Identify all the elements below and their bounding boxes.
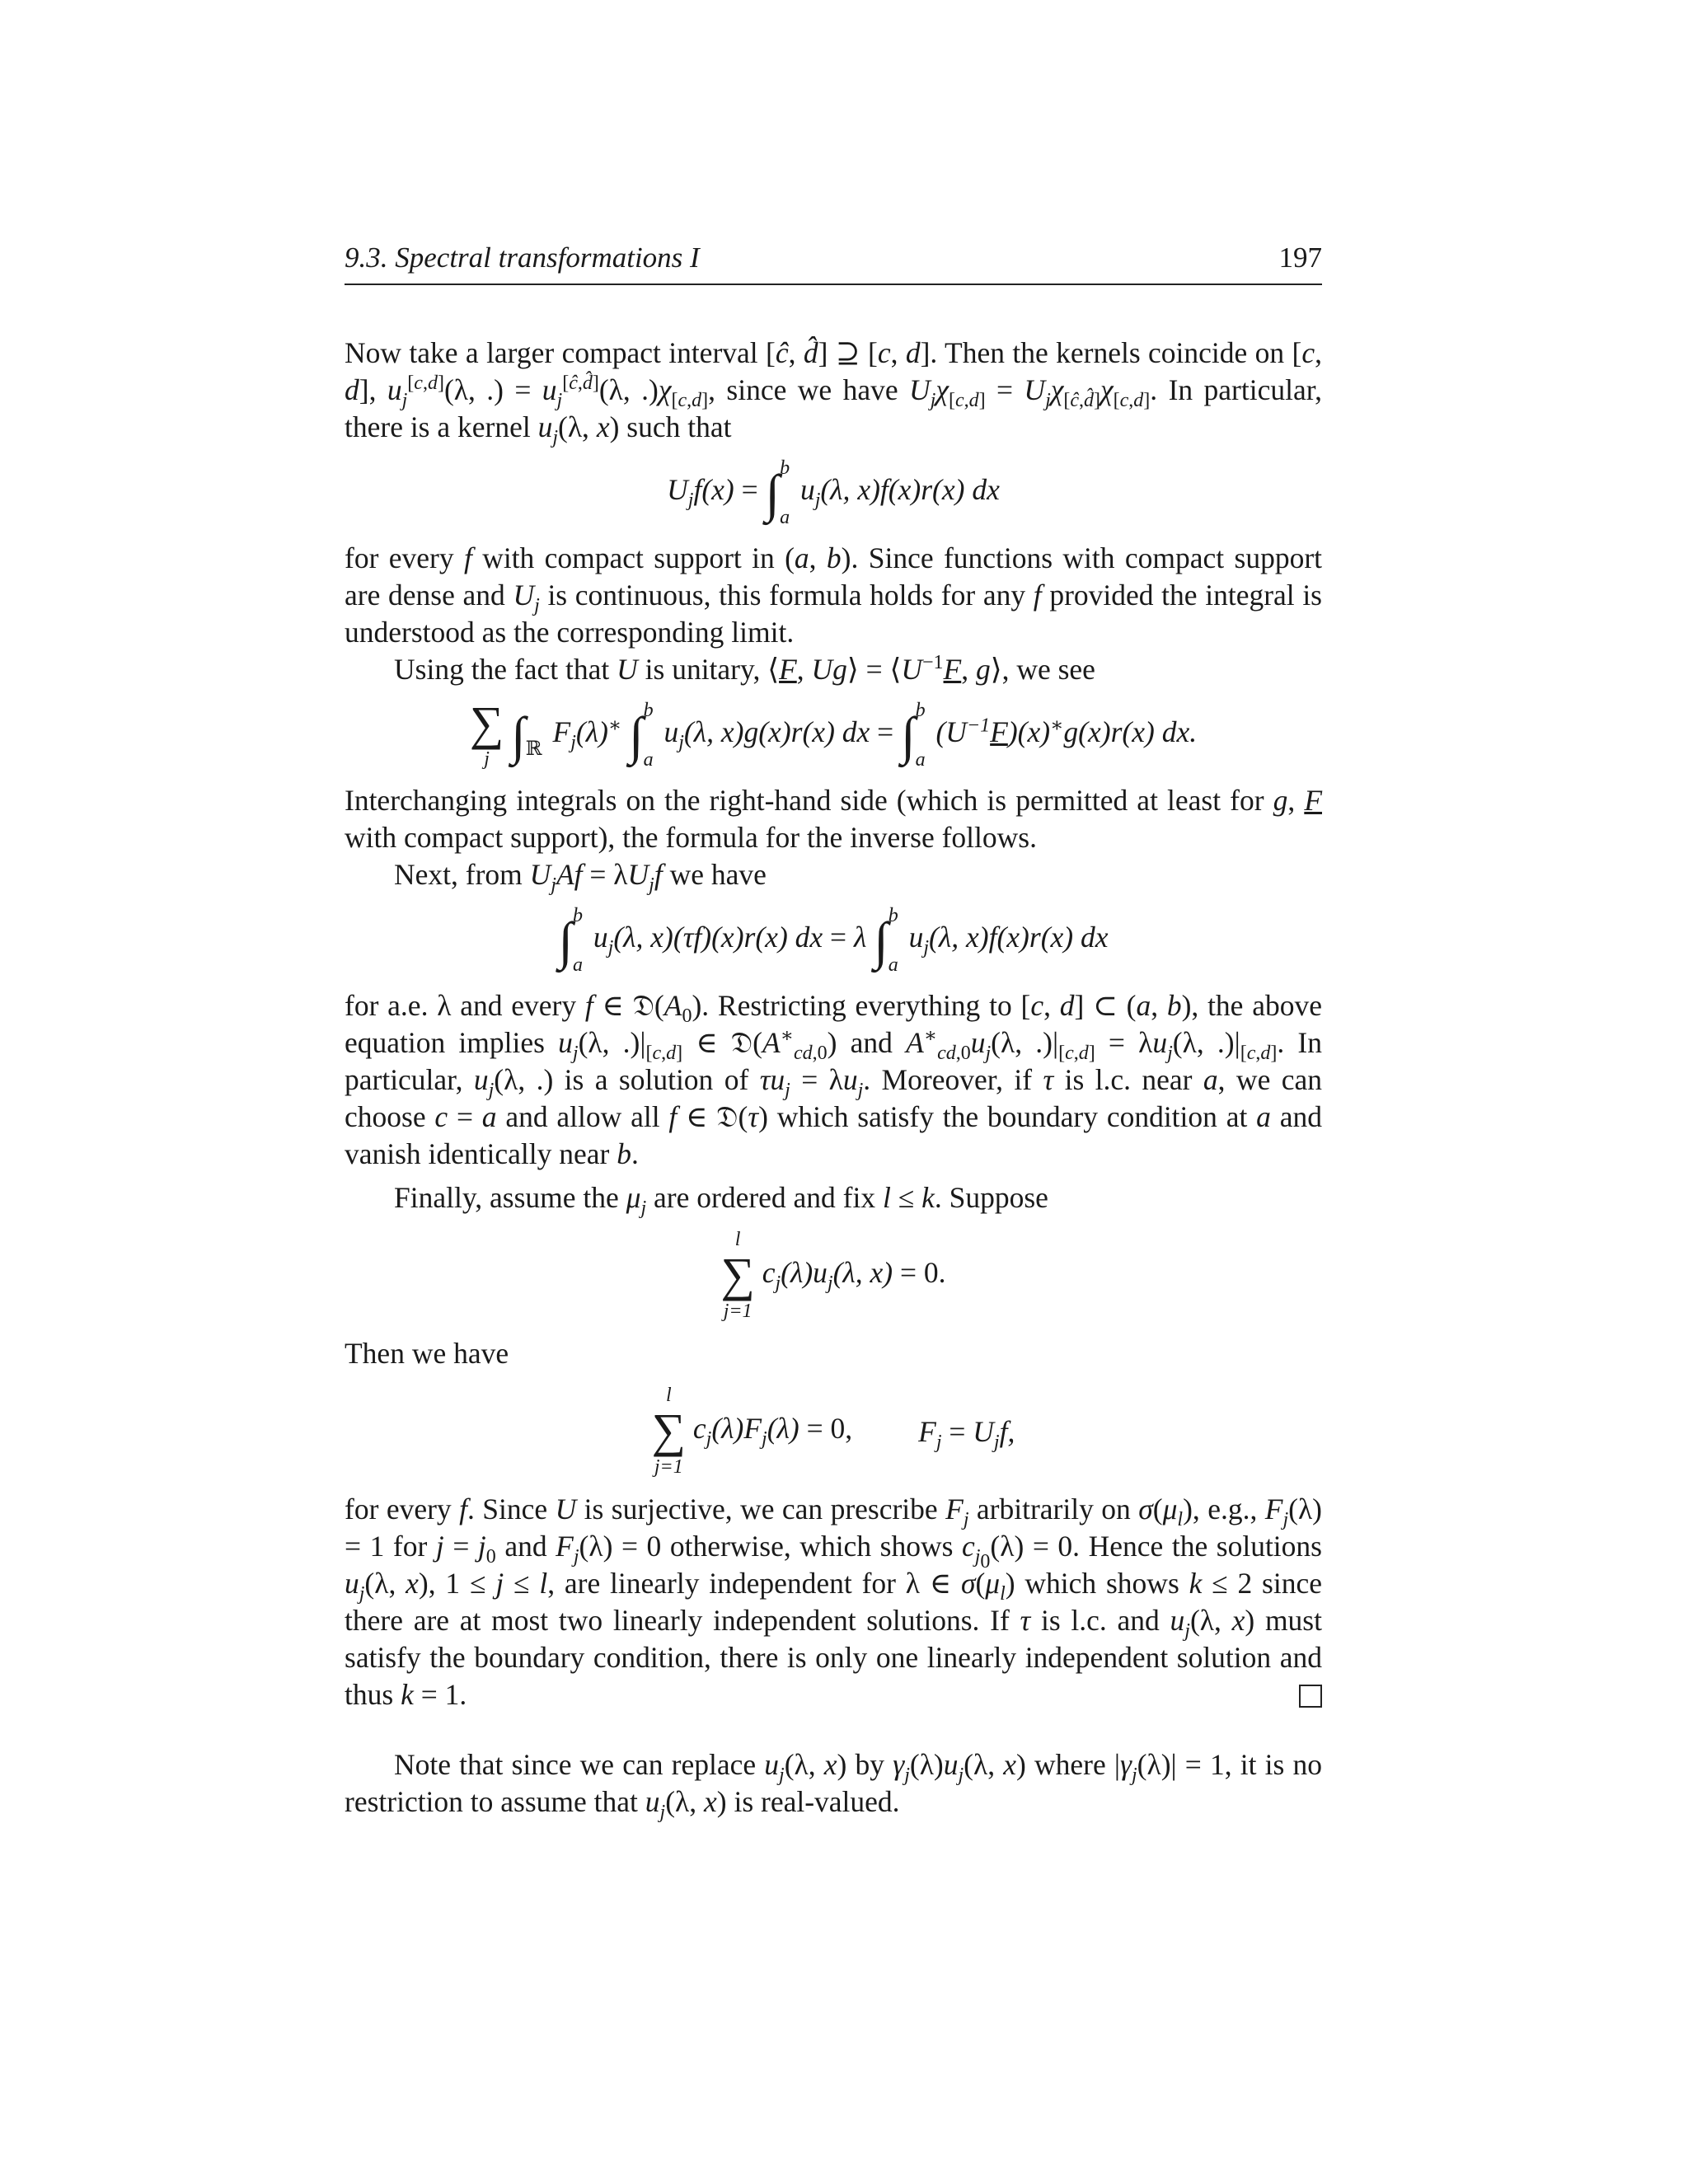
paragraph-surjective: for every f. Since U is surjective, we can prescribe $F_j$ arbitrarily on $\sigma(\mu_l)$, e.g., $F_j(\lambda) = 1$ for $j = j_0$ and $F_j(\lambda) = 0$ otherwise, which shows $c_{j_0}(\lambda) = 0$. Hence the solutions $u_j(\lambda$, x), 1 ≤ j ≤ l, are linearly independent for λ ∈ $\sigma(\mu_l)$ which shows k ≤ 2 since there are at most two linearly independent solutions. If τ is l.c. and $u_j(\lambda$, x) must satisfy the boundary condition, there is only one linearly independent solution and thus k = 1. (345, 1493, 1322, 1711)
equation-unitary: ∑ j ∫ ℝ $F_j(\lambda)^∗$ ∫ b a $u_j(\lambda$, x)g(x)r(x) dx = ∫ b a $(U^{-1}F)(x)^∗g(x)r(x)$ dx. (469, 696, 1198, 771)
paragraph-then: Then we have (345, 1337, 509, 1370)
running-header (345, 239, 1322, 285)
paragraph-finally: Finally, assume the $\mu_j$ are ordered and fix l ≤ k. Suppose (394, 1181, 1048, 1220)
page-number: 197 (1278, 241, 1322, 274)
equation-coefficients: l ∑ j=1 $c_j(\lambda)F_j(\lambda) = 0$, $F_j = U_jf$, (651, 1385, 1015, 1478)
paragraph-note: Note that since we can replace $u_j(\lambda$, x) by $\gamma_j(\lambda)u_j(\lambda$, x) where $|\gamma_j(\lambda)| = 1$, it is no restriction to assume that $u_j(\lambda$, x) is real-valued. (345, 1748, 1322, 1824)
equation-transform: $U_jf(x)$ = ∫ b a $u_j(\lambda$, x)f(x)r(x) dx (667, 457, 1000, 528)
paragraph-next: Next, from $U_jAf = \lambda U_jf$ we have (394, 858, 767, 897)
paragraph-compact-support: for every f with compact support in (a, b). Since functions with compact support are dense and $U_j$ is continuous, this formula holds for any f provided the integral is understood as the corresponding limit. (345, 541, 1322, 649)
equation-linear-combination: l ∑ j=1 $c_j(\lambda)u_j(\lambda$, x) = 0. (720, 1229, 946, 1322)
paragraph-restricting: for a.e. λ and every f ∈ $𝔇(A_0)$. Restricting everything to [c, d] ⊂ (a, b), the above equation implies $u_j(\lambda$, $.)|_{[c,d]}$ ∈ $𝔇(A^∗_{cd,0})$ and $A^∗_{cd,0}u_j(\lambda$, $.)|_{[c,d]} = \lambda u_j(\lambda$, $.)|_{[c,d]}$. In particular, $u_j(\lambda$, .) is a solution of $\tau u_j = \lambda u_j$. Moreover, if τ is l.c. near a, we can choose c = a and allow all f ∈ 𝔇(τ) which satisfy the boundary condition at a and vanish identically near b. (345, 989, 1322, 1170)
section-title: 9.3. Spectral transformations I (345, 241, 700, 274)
page (345, 239, 1323, 1824)
qed-symbol (1299, 1685, 1322, 1708)
equation-eigen: ∫ b a $u_j(\lambda$, x)(τf)(x)r(x) dx = λ ∫ b a $u_j(\lambda$, x)f(x)r(x) dx (558, 905, 1109, 976)
paragraph-unitary: Using the fact that U is unitary, ⟨F, Ug⟩ = $⟨U^{-1}F$, g⟩, we see (394, 652, 1095, 686)
paragraph-interchanging: Interchanging integrals on the right-hand side (which is permitted at least for g, F with compact support), the formula for the inverse follows. (345, 784, 1322, 854)
paragraph-kernels: Now take a larger compact interval [ĉ, d̂] ⊇ [c, d]. Then the kernels coincide on [c, d], $u_j[c,d](\lambda$, .) = $u_j[ĉ,d̂](\lambda$, $.)\chi_{[c,d]}$, since we have $U_j\chi_{[c,d]} = U_j\chi_{[ĉ,d̂]}\chi_{[c,d]}$. In particular, there is a kernel $u_j(\lambda$, x) such that (345, 336, 1323, 449)
